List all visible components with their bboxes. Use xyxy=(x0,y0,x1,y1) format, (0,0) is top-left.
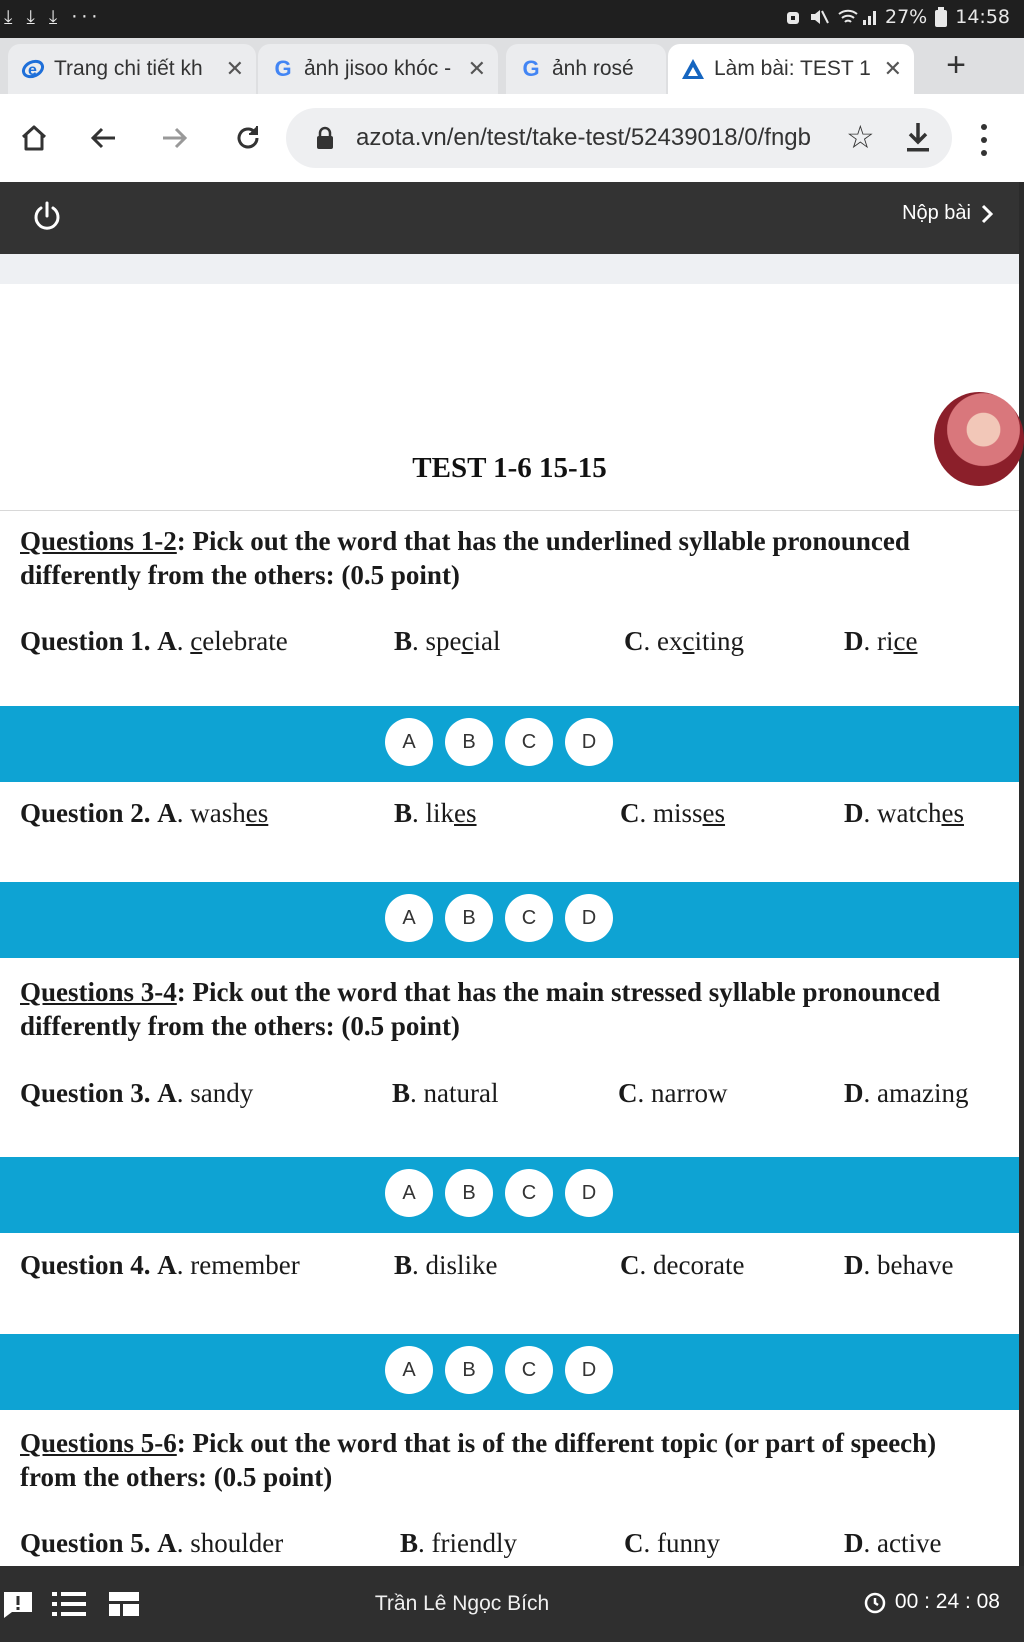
option-d: D. rice xyxy=(844,626,918,656)
student-name: Trần Lê Ngọc Bích xyxy=(374,1592,550,1615)
option-a: Question 3. A. sandy xyxy=(20,1078,254,1108)
home-icon xyxy=(19,123,49,153)
question-number: Question 1. xyxy=(20,626,151,656)
option-c: C. misses xyxy=(620,798,726,828)
header-spacer xyxy=(0,254,1019,284)
divider xyxy=(0,510,1019,511)
close-icon[interactable]: ✕ xyxy=(467,56,486,81)
question-4 xyxy=(20,1250,1000,1290)
answer-bar-question-2 xyxy=(0,882,1019,958)
battery-percent: 27% xyxy=(885,6,928,28)
google-icon: G xyxy=(522,56,540,81)
tab-label: ảnh rosé xyxy=(552,57,634,80)
new-tab-button[interactable]: + xyxy=(946,46,966,84)
section-text: : Pick out the word that is of the different topic (or part of speech) from the others: (0.5 point) xyxy=(20,1428,937,1492)
option-b: B. likes xyxy=(394,798,477,828)
chevron-right-icon xyxy=(981,204,993,224)
answer-d-button[interactable]: D xyxy=(565,1346,613,1394)
answer-a-button[interactable]: A xyxy=(385,718,433,766)
question-2 xyxy=(20,798,1000,838)
question-number: Question 2. xyxy=(20,798,151,828)
power-icon[interactable] xyxy=(30,200,64,234)
answer-d-button[interactable]: D xyxy=(565,718,613,766)
app-header xyxy=(0,182,1019,254)
answer-c-button[interactable]: C xyxy=(505,894,553,942)
url-text: azota.vn/en/test/take-test/52439018/0/fngb xyxy=(356,124,811,151)
wifi-signal-icon xyxy=(837,8,877,26)
svg-text:e: e xyxy=(28,62,37,79)
question-number: Question 5. xyxy=(20,1528,151,1558)
timer-icon xyxy=(863,1590,887,1614)
close-icon[interactable]: ✕ xyxy=(883,56,902,81)
option-d: D. amazing xyxy=(844,1078,969,1108)
submit-label: Nộp bài xyxy=(902,202,971,224)
back-button[interactable] xyxy=(82,116,126,160)
timer-value: 00 : 24 : 08 xyxy=(894,1590,1000,1613)
status-icons xyxy=(785,6,1010,28)
mute-icon xyxy=(809,8,829,26)
section-label: Questions 3-4 xyxy=(20,977,177,1007)
option-a: Question 4. A. remember xyxy=(20,1250,300,1280)
section-instructions-3-4 xyxy=(20,975,995,1043)
countdown-timer xyxy=(863,1590,1000,1614)
bookmark-star-icon[interactable]: ☆ xyxy=(846,119,875,155)
answer-b-button[interactable]: B xyxy=(445,1346,493,1394)
section-text: : Pick out the word that has the main stressed syllable pronounced differently from the others: (0.5 point) xyxy=(20,977,941,1041)
section-text: : Pick out the word that has the underlined syllable pronounced differently from the others: (0.5 point) xyxy=(20,526,910,590)
answer-b-button[interactable]: B xyxy=(445,1169,493,1217)
close-icon[interactable]: ✕ xyxy=(225,56,244,81)
question-5 xyxy=(20,1528,1000,1568)
tab-trang-chi-tiet[interactable] xyxy=(8,44,256,94)
option-c: C. narrow xyxy=(618,1078,728,1108)
back-arrow-icon xyxy=(89,123,119,153)
answer-c-button[interactable]: C xyxy=(505,718,553,766)
answer-a-button[interactable]: A xyxy=(385,894,433,942)
question-3 xyxy=(20,1078,1000,1118)
home-button[interactable] xyxy=(12,116,56,160)
download-icon[interactable] xyxy=(904,120,932,154)
answer-a-button[interactable]: A xyxy=(385,1169,433,1217)
google-icon: G xyxy=(274,56,292,81)
answer-b-button[interactable]: B xyxy=(445,894,493,942)
option-d: D. behave xyxy=(844,1250,954,1280)
browser-toolbar xyxy=(0,94,1024,182)
tab-anh-jisoo-khoc[interactable] xyxy=(258,44,498,94)
forward-button[interactable] xyxy=(152,116,196,160)
answer-bar-question-1 xyxy=(0,706,1019,782)
ie-icon xyxy=(20,56,46,82)
option-b: B. dislike xyxy=(394,1250,498,1280)
more-menu-icon[interactable] xyxy=(972,118,996,162)
alarm-icon xyxy=(785,8,801,26)
option-c: C. funny xyxy=(624,1528,720,1558)
answer-b-button[interactable]: B xyxy=(445,718,493,766)
answer-bar-question-3 xyxy=(0,1157,1019,1233)
option-b: B. friendly xyxy=(400,1528,517,1558)
reload-button[interactable] xyxy=(226,116,270,160)
section-label: Questions 1-2 xyxy=(20,526,177,556)
section-instructions-5-6 xyxy=(20,1426,995,1494)
answer-a-button[interactable]: A xyxy=(385,1346,433,1394)
question-number: Question 3. xyxy=(20,1078,151,1108)
answer-bar-question-4 xyxy=(0,1334,1019,1410)
address-bar[interactable] xyxy=(286,108,952,168)
tab-anh-rose[interactable] xyxy=(506,44,666,94)
download-notification-icons: ⤓ ⤓ ⤓ ··· xyxy=(4,6,102,28)
page-edge xyxy=(1019,182,1024,1566)
reload-icon xyxy=(233,123,263,153)
section-instructions-1-2 xyxy=(20,524,995,592)
section-label: Questions 5-6 xyxy=(20,1428,177,1458)
azota-icon xyxy=(680,56,706,82)
option-c: C. exciting xyxy=(624,626,744,656)
forward-arrow-icon xyxy=(159,123,189,153)
tab-lam-bai-test[interactable] xyxy=(668,44,914,94)
android-status-bar xyxy=(0,0,1024,38)
option-a: Question 5. A. shoulder xyxy=(20,1528,284,1558)
option-d: D. active xyxy=(844,1528,942,1558)
answer-c-button[interactable]: C xyxy=(505,1346,553,1394)
option-c: C. decorate xyxy=(620,1250,745,1280)
submit-button[interactable] xyxy=(902,202,993,225)
tab-label: Trang chi tiết kh xyxy=(54,57,203,80)
answer-d-button[interactable]: D xyxy=(565,1169,613,1217)
browser-tab-strip xyxy=(0,38,1024,94)
option-a: Question 1. A. celebrate xyxy=(20,626,288,656)
clock: 14:58 xyxy=(955,6,1010,28)
tab-label: Làm bài: TEST 1 xyxy=(714,57,871,80)
option-b: B. natural xyxy=(392,1078,499,1108)
question-1 xyxy=(20,626,1000,666)
answer-c-button[interactable]: C xyxy=(505,1169,553,1217)
option-b: B. special xyxy=(394,626,501,656)
page-title: TEST 1-6 15-15 xyxy=(412,452,607,484)
answer-d-button[interactable]: D xyxy=(565,894,613,942)
lock-icon xyxy=(316,126,334,150)
battery-icon xyxy=(935,7,947,27)
tab-label: ảnh jisoo khóc - xyxy=(304,57,452,80)
option-a: Question 2. A. washes xyxy=(20,798,269,828)
question-number: Question 4. xyxy=(20,1250,151,1280)
bottom-bar xyxy=(0,1566,1024,1642)
option-d: D. watches xyxy=(844,798,964,828)
